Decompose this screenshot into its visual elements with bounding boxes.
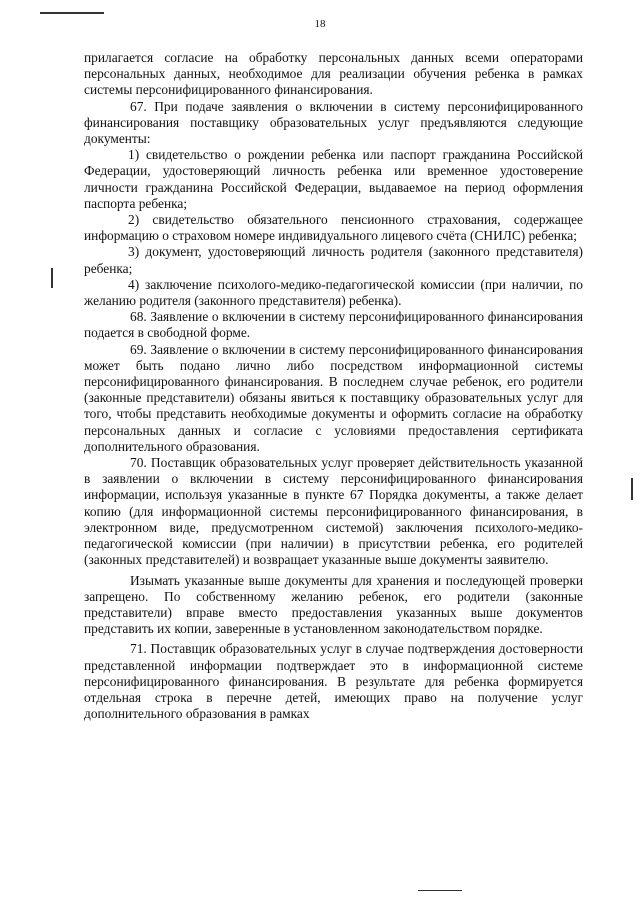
page-number: 18 bbox=[314, 18, 326, 30]
paragraph-67: 67. При подаче заявления о включении в систему персонифицированного финансирования поставщику образовательных услуг предъявляются следующие документы: bbox=[84, 98, 583, 147]
paragraph-69: 69. Заявление о включении в систему персонифицированного финансирования может быть подано лично либо посредством информационной системы персонифицированного финансирования. В последнем случае ребенок, его родители (законные представители) обязаны явиться к поставщику образовательных услуг для того, чтобы представить необходимые документы и оформить согласие на обработку персональных данных и согласие с условиями предоставления сертификата дополнительного образования. bbox=[84, 341, 583, 454]
list-item-1: 1) свидетельство о рождении ребенка или паспорт гражданина Российской Федерации, удостоверяющий личность ребенка или временное удостоверение личности гражданина Российской Федерации, выдаваемое на период оформления паспорта ребенка; bbox=[84, 147, 583, 211]
list-item-3: 3) документ, удостоверяющий личность родителя (законного представителя) ребенка; bbox=[84, 244, 583, 276]
paragraph-70: 70. Поставщик образовательных услуг проверяет действительность указанной в заявлении о включении в систему персонифицированного финансирования информации, используя указанные в пункте 67 Порядка документы, а также делает копию (для информационной системы персонифицированного финансирования, в электронном виде, предусмотренном системой) заключения психолого-медико-педагогической комиссии (при наличии) в присутствии ребенка, его родителей (законных представителей) и возвращает указанные выше документы заявителю. bbox=[84, 455, 583, 568]
scan-edge-mark bbox=[51, 268, 53, 288]
list-item-2: 2) свидетельство обязательного пенсионного страхования, содержащее информацию о страховом номере индивидуального лицевого счёта (СНИЛС) ребенка; bbox=[84, 212, 583, 244]
scan-edge-mark bbox=[418, 890, 462, 891]
list-item-4: 4) заключение психолого-медико-педагогической комиссии (при наличии, по желанию родителя (законного представителя) ребенка). bbox=[84, 276, 583, 309]
paragraph-68: 68. Заявление о включении в систему персонифицированного финансирования подается в свободной форме. bbox=[84, 309, 583, 341]
scan-edge-mark bbox=[631, 478, 633, 500]
scan-edge-mark bbox=[40, 12, 104, 14]
paragraph-consent: прилагается согласие на обработку персональных данных всеми операторами персональных данных, необходимое для реализации обучения ребенка в рамках системы персонифицированного финансирования. bbox=[84, 50, 583, 98]
document-body bbox=[84, 50, 583, 722]
paragraph-documents-note: Изымать указанные выше документы для хранения и последующей проверки запрещено. По собственному желанию ребенок, его родители (законные представители) вправе вместо предоставления указанных выше документов представить их копии, заверенные в установленном законодательством порядке. bbox=[84, 572, 583, 637]
paragraph-71: 71. Поставщик образовательных услуг в случае подтверждения достоверности представленной информации подтверждает это в информационной системе персонифицированного финансирования. В результате для ребенка формируется отдельная строка в перечне детей, имеющих право на получение услуг дополнительного образования в рамках bbox=[84, 641, 583, 722]
